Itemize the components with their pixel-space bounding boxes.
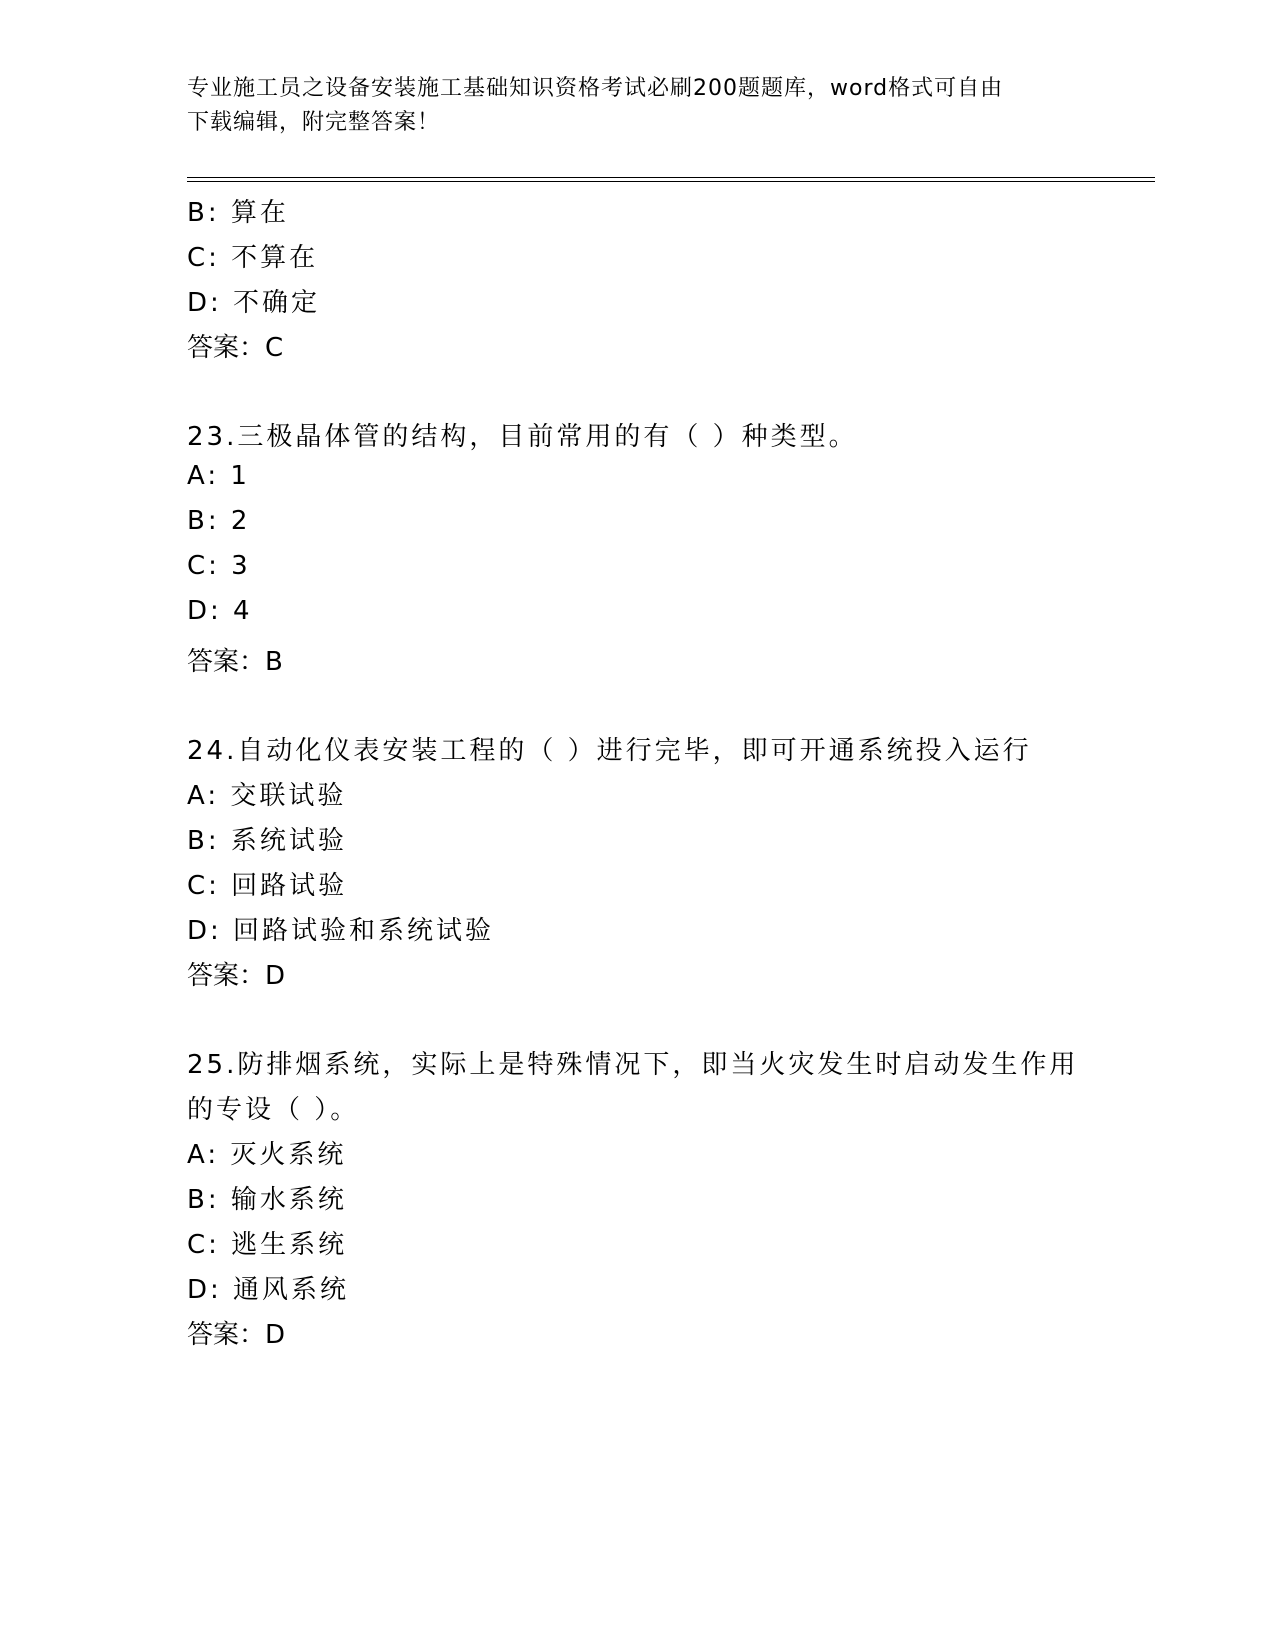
header-rule-top <box>187 177 1155 178</box>
q25-option-a: A: 灭火系统 <box>187 1140 347 1170</box>
header-title-line-2: 下载编辑，附完整答案！ <box>187 110 441 135</box>
q25-option-d: D: 通风系统 <box>187 1275 350 1305</box>
q23-option-d: D: 4 <box>187 596 253 626</box>
q23-option-c: C: 3 <box>187 551 251 581</box>
q25-option-c: C: 逃生系统 <box>187 1230 348 1260</box>
q22-answer: 答案：C <box>187 333 284 363</box>
q23-answer: 答案：B <box>187 647 283 677</box>
document-header <box>187 72 1067 140</box>
q22-option-c: C: 不算在 <box>187 243 319 273</box>
q24-option-d: D: 回路试验和系统试验 <box>187 916 495 946</box>
q24-option-c: C: 回路试验 <box>187 871 348 901</box>
q25-stem-line-2: 的专设（ ）。 <box>187 1095 360 1125</box>
q22-option-b: B: 算在 <box>187 198 289 228</box>
q23-option-a: A: 1 <box>187 461 250 491</box>
header-rule-bottom <box>187 181 1155 182</box>
q24-option-b: B: 系统试验 <box>187 826 347 856</box>
q23-stem: 23.三极晶体管的结构，目前常用的有（ ）种类型。 <box>187 422 858 452</box>
header-title-line-1: 专业施工员之设备安装施工基础知识资格考试必刷200题题库，word格式可自由 <box>187 76 1004 101</box>
q25-option-b: B: 输水系统 <box>187 1185 347 1215</box>
q24-option-a: A: 交联试验 <box>187 781 347 811</box>
q22-option-d: D: 不确定 <box>187 288 321 318</box>
q25-stem-line-1: 25.防排烟系统，实际上是特殊情况下，即当火灾发生时启动发生作用 <box>187 1050 1079 1080</box>
q24-stem: 24.自动化仪表安装工程的（ ）进行完毕，即可开通系统投入运行 <box>187 736 1032 766</box>
q25-answer: 答案：D <box>187 1320 286 1350</box>
q24-answer: 答案：D <box>187 961 286 991</box>
q23-option-b: B: 2 <box>187 506 251 536</box>
